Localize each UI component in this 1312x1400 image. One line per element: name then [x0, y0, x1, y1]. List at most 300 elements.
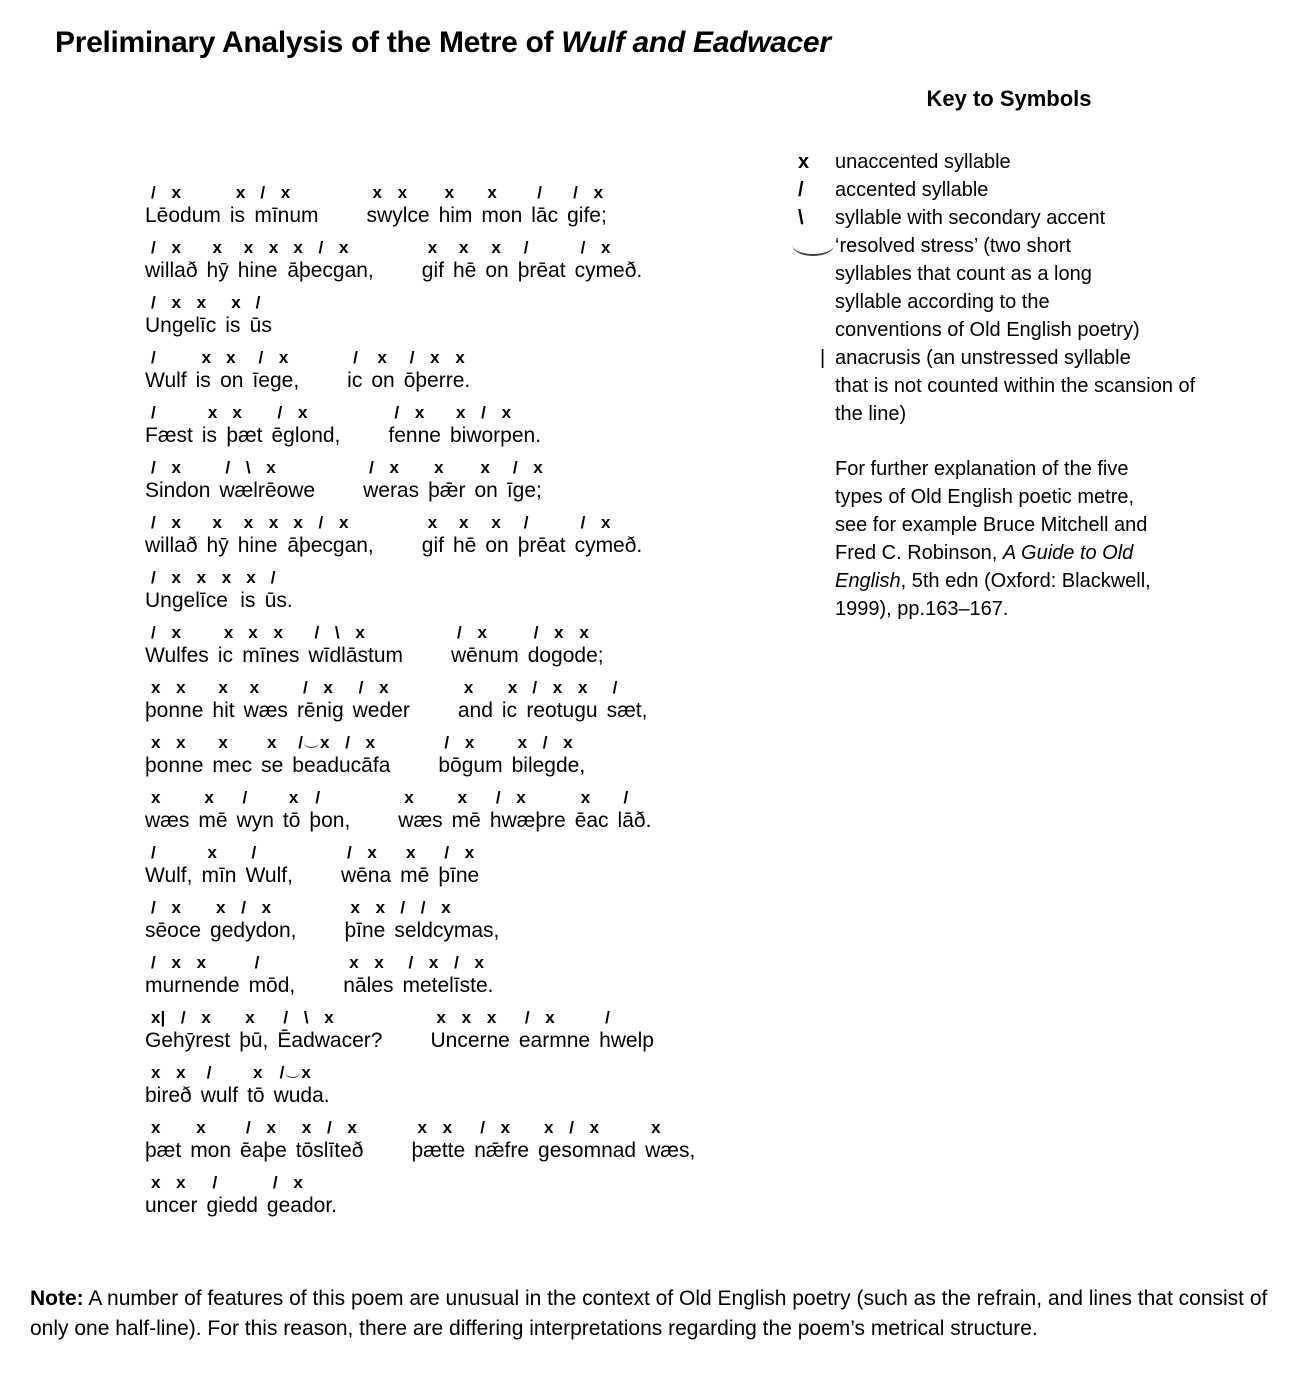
poem-word-text: tō	[247, 1084, 265, 1107]
poem-word-text: is	[195, 369, 211, 392]
reference-italic-text: English	[835, 570, 901, 592]
scansion-marks: x	[267, 733, 277, 752]
b-verse	[344, 898, 499, 944]
poem-word	[481, 183, 522, 229]
scansion-marks: x	[458, 513, 469, 532]
scansion-marks: x x	[349, 953, 384, 972]
poem-line	[145, 458, 695, 504]
scansion-symbol: x	[798, 151, 810, 173]
reference-text: For further explanation of the five	[835, 458, 1129, 480]
a-verse	[145, 1008, 382, 1054]
poem-word-text: mōd,	[248, 974, 296, 997]
poem-word	[242, 623, 299, 669]
poem-word	[210, 898, 296, 944]
poem-word-text: seldcymas,	[394, 919, 500, 942]
b-verse	[388, 403, 541, 449]
poem-word-text: on	[371, 369, 395, 392]
poem-word-text: dogode;	[527, 644, 604, 667]
b-verse	[367, 183, 607, 229]
scansion-marks: / x	[258, 348, 289, 367]
poem-word	[274, 1063, 330, 1109]
poem-word-text: ēaþe	[240, 1139, 287, 1162]
poem-word-text: wæs	[398, 809, 443, 832]
poem-word	[207, 1173, 258, 1219]
poem-word	[296, 1118, 364, 1164]
poem-word-text: wīdlāstum	[308, 644, 403, 667]
scansion-marks: / x / x	[298, 733, 376, 752]
poem-word-text: sēoce	[145, 919, 202, 942]
poem-word-text: giedd	[206, 1194, 258, 1217]
poem-word	[308, 623, 403, 669]
poem-word	[145, 898, 201, 944]
scansion-marks: / x	[495, 788, 526, 807]
poem-word-text: cymeð.	[574, 259, 643, 282]
poem-word-text: Wulf,	[145, 864, 193, 887]
scansion-marks: x	[218, 733, 228, 752]
poem-line	[145, 623, 695, 669]
b-verse	[430, 1008, 653, 1054]
key-item-text	[835, 148, 1280, 176]
footnote-text: A number of features of this poem are unusual in the context of Old English poetry (such as the refrain, and lines that consist of only one half-line). For this reason, there are differing interpretations regarding the poem’s metrical structure.	[30, 1287, 1268, 1340]
poem-word	[292, 733, 390, 779]
scansion-marks: /	[206, 1063, 212, 1082]
scansion-marks: x	[218, 678, 228, 697]
scansion-marks: x	[151, 788, 161, 807]
scansion-marks: / x	[573, 183, 604, 202]
b-verse	[458, 678, 648, 724]
scansion-marks: /	[612, 678, 618, 697]
poem-line	[145, 1063, 695, 1109]
poem-word-text: Ēadwacer?	[277, 1029, 383, 1052]
poem-word-text: mon	[190, 1139, 232, 1162]
key-item-text	[835, 204, 1280, 232]
poem-word	[451, 623, 519, 669]
scansion-marks: / x	[277, 403, 308, 422]
poem-word	[219, 458, 315, 504]
scansion-marks: / x	[302, 678, 333, 697]
scansion-marks: x x	[350, 898, 386, 917]
scansion-marks: / x	[151, 238, 181, 257]
poem-word	[404, 348, 471, 394]
poem-word	[245, 843, 292, 889]
poem-word	[402, 953, 493, 999]
key-item	[798, 232, 1280, 344]
poem-word-text: sæt,	[606, 699, 648, 722]
footnote	[30, 1284, 1288, 1344]
poem-word	[343, 953, 393, 999]
scansion-marks: x	[201, 348, 212, 367]
scansion-marks: x	[404, 788, 414, 807]
scansion-marks: x / x	[216, 898, 272, 917]
reference-text: see for example Bruce Mitchell and	[835, 514, 1148, 536]
poem-word-text: hē	[452, 534, 477, 557]
poem-word	[272, 403, 341, 449]
scansion-symbol: /	[798, 179, 804, 201]
poem-word-text: wælrēowe	[219, 479, 316, 502]
poem-word	[394, 898, 499, 944]
a-verse	[145, 513, 374, 559]
a-verse	[145, 238, 374, 284]
poem-word-text: mē	[400, 864, 430, 887]
scansion-marks: / x x	[533, 623, 589, 642]
scansion-marks: / x x	[532, 678, 588, 697]
poem-word	[220, 348, 243, 394]
poem-line	[145, 293, 695, 339]
scansion-marks: / x / x	[408, 953, 484, 972]
poem-word-text: reotugu	[526, 699, 598, 722]
poem-word	[575, 238, 643, 284]
poem-word-text: þrēat	[517, 534, 566, 557]
poem-line	[145, 183, 695, 229]
scansion-marks: x x	[151, 1173, 186, 1192]
a-verse	[145, 348, 299, 394]
scansion-marks: / x	[279, 1063, 311, 1082]
a-verse	[145, 733, 390, 779]
scansion-marks: x	[487, 183, 497, 202]
reference-text: , 5th edn (Oxford: Blackwell,	[900, 570, 1151, 592]
poem-word-text: geador.	[266, 1194, 337, 1217]
poem-word	[400, 843, 429, 889]
poem-word	[238, 513, 279, 559]
poem-word-text: se	[261, 754, 284, 777]
poem-word	[519, 1008, 590, 1054]
poem-word	[353, 678, 410, 724]
poem-word-text: þon,	[309, 809, 351, 832]
poem-word	[502, 678, 517, 724]
poem-word-text: on	[485, 534, 509, 557]
scansion-marks: /	[623, 788, 629, 807]
poem-word	[267, 1173, 337, 1219]
scansion-marks: x	[444, 183, 455, 202]
poem-word	[212, 678, 234, 724]
poem-word	[453, 238, 476, 284]
scansion-marks: x x	[243, 238, 279, 257]
poem-word-text: rēnig	[296, 699, 344, 722]
scansion-marks: / x	[346, 843, 377, 862]
key-item-text	[835, 232, 1280, 344]
scansion-marks: /	[353, 348, 358, 367]
poem-word-text: murnende	[145, 974, 240, 997]
scansion-marks: x	[207, 403, 218, 422]
poem-word	[341, 843, 391, 889]
scansion-marks: x x	[248, 623, 283, 642]
poem-word-text: Wulfes	[145, 644, 209, 667]
poem-word-text: hȳ	[206, 534, 229, 557]
scansion-marks: x	[457, 788, 468, 807]
poem-word-text: on	[485, 259, 509, 282]
scansion-marks: x / x	[293, 513, 349, 532]
scansion-marks: / \ x	[225, 458, 276, 477]
poem-word-text: wulf	[200, 1084, 239, 1107]
key-item	[798, 176, 1280, 204]
scansion-marks: x / x	[544, 1118, 600, 1137]
poem-word	[367, 183, 430, 229]
poem-word	[145, 1118, 181, 1164]
poem-word	[388, 403, 441, 449]
poem-word	[145, 293, 216, 339]
poem-word	[249, 953, 296, 999]
poem-word-text: mec	[212, 754, 253, 777]
poem-word-text: is	[240, 589, 256, 612]
poem-word-text: tōslīteð	[295, 1139, 364, 1162]
scansion-marks: /	[537, 183, 542, 202]
poem-word	[422, 513, 444, 559]
scansion-marks: /	[523, 513, 529, 532]
title-text: Preliminary Analysis of the Metre of	[55, 26, 562, 59]
key-header: Key to Symbols	[926, 86, 1092, 111]
scansion-marks: x	[212, 238, 222, 257]
scansion-marks: / x	[480, 1118, 511, 1137]
poem-word	[344, 898, 385, 944]
scansion-marks: x	[427, 513, 438, 532]
b-verse	[343, 953, 493, 999]
scansion-marks: / x	[580, 238, 611, 257]
scansion-marks: x	[458, 238, 469, 257]
poem-word-text: ōþerre.	[403, 369, 471, 392]
key-item	[798, 148, 1280, 176]
poem-word	[145, 678, 203, 724]
poem-word-text: wēna	[340, 864, 392, 887]
poem-word-text: is	[225, 314, 241, 337]
poem-word	[567, 183, 607, 229]
scansion-marks: x / x	[301, 1118, 357, 1137]
poem-word	[207, 513, 229, 559]
scansion-marks: x / x	[517, 733, 573, 752]
poem-word	[518, 513, 566, 559]
poem-word	[145, 1008, 230, 1054]
reference-line	[835, 483, 1280, 511]
scansion-marks: / x	[151, 898, 181, 917]
poem-word-text: mē	[451, 809, 481, 832]
poem-word	[450, 403, 541, 449]
poem-word-text: lāc	[531, 204, 559, 227]
scansion-marks: /	[605, 1008, 610, 1027]
poem-word-text: willað	[145, 259, 198, 282]
poem-word	[145, 1063, 192, 1109]
poem-word	[458, 678, 493, 724]
scansion-marks: / x x	[409, 348, 465, 367]
b-verse	[398, 788, 651, 834]
scansion-marks: /	[242, 788, 248, 807]
poem-word-text: Ungelīce	[145, 589, 228, 612]
scansion-marks: / x x	[151, 293, 207, 312]
scansion-marks: /	[254, 953, 260, 972]
poem-line	[145, 733, 695, 779]
poem-word-text: þonne	[145, 699, 204, 722]
poem-word	[287, 513, 373, 559]
key-item-text-line: that is not counted within the scansion of	[835, 375, 1196, 397]
a-verse	[145, 1173, 337, 1219]
title-italic-text: Wulf and Eadwacer	[561, 26, 831, 59]
poem-word-text: þæt	[145, 1139, 182, 1162]
poem-word	[645, 1118, 695, 1164]
scansion-marks: x	[204, 788, 214, 807]
scansion-marks: x	[507, 678, 518, 697]
poem-word-text: ūs	[249, 314, 272, 337]
poem-word	[201, 843, 236, 889]
poem-word-text: hȳ	[206, 259, 229, 282]
poem-word	[474, 458, 497, 504]
poem-word-text: Fæst	[145, 424, 193, 447]
scansion-marks: x / x	[455, 403, 512, 422]
scansion-marks: x	[207, 843, 217, 862]
scansion-marks: x	[231, 293, 241, 312]
resolved-stress-tie-icon	[285, 1071, 300, 1078]
poem-word-text: bireð	[145, 1084, 192, 1107]
scansion-marks: / x	[151, 458, 181, 477]
poem-word	[218, 623, 233, 669]
key-item-text	[835, 344, 1280, 428]
poem-word	[240, 568, 255, 614]
scansion-marks: / x	[444, 843, 475, 862]
key-item-text-line: syllable with secondary accent	[835, 207, 1106, 229]
poem-word	[438, 843, 479, 889]
poem-word-text: þīne	[438, 864, 480, 887]
scansion-marks: /	[151, 403, 156, 422]
scansion-marks: x	[406, 843, 416, 862]
key-item-text-line: conventions of Old English poetry)	[835, 319, 1140, 341]
key-item-text-line: syllables that count as a long	[835, 263, 1092, 285]
scansion-marks: /	[255, 293, 261, 312]
scansion-marks: x| / x	[151, 1008, 211, 1027]
poem-word	[237, 788, 274, 834]
poem-word-text: þæt	[226, 424, 263, 447]
poem-word	[422, 238, 444, 284]
poem-line	[145, 1008, 695, 1054]
poem-word	[239, 1008, 268, 1054]
scansion-marks: / x x x	[151, 568, 232, 587]
poem-word	[277, 1008, 382, 1054]
poem-word-text: Sindon	[145, 479, 211, 502]
scansion-marks: x	[491, 238, 501, 257]
scansion-marks: x x	[151, 733, 186, 752]
poem-word	[428, 458, 465, 504]
poem-word	[145, 953, 240, 999]
reference-line	[835, 539, 1280, 567]
scansion-marks: x x	[151, 678, 186, 697]
resolved-stress-tie-icon	[798, 232, 835, 344]
poem-word-text: wæs	[243, 699, 288, 722]
scansion-marks: / x	[512, 458, 543, 477]
poem-line	[145, 898, 695, 944]
poem-word	[145, 1173, 198, 1219]
key-item-text-line: syllable according to the	[835, 291, 1050, 313]
poem-word-text: bōgum	[438, 754, 503, 777]
poem-line	[145, 348, 695, 394]
poem-word	[512, 733, 586, 779]
poem-word	[363, 458, 419, 504]
poem-word	[599, 1008, 654, 1054]
poem-word	[145, 843, 192, 889]
poem-scansion-block	[145, 183, 695, 1228]
scansion-marks: x	[212, 513, 222, 532]
scansion-marks: /	[151, 843, 156, 862]
reference-text: Fred C. Robinson,	[835, 542, 1003, 564]
poem-word-text: mīnum	[254, 204, 319, 227]
scansion-marks: x	[246, 568, 256, 587]
poem-word-text: hine	[237, 534, 278, 557]
scansion-marks: x	[480, 458, 490, 477]
a-verse	[145, 1063, 330, 1109]
scansion-marks: / x	[246, 1118, 276, 1137]
scansion-marks: / x	[580, 513, 611, 532]
poem-word-text: wæs	[145, 809, 190, 832]
poem-word-text: wēnum	[451, 644, 519, 667]
poem-word	[247, 1063, 265, 1109]
poem-word-text: is	[201, 424, 218, 447]
a-verse	[145, 458, 315, 504]
scansion-marks: / \ x	[283, 1008, 334, 1027]
scansion-marks: x / x	[293, 238, 349, 257]
poem-word-text: weras	[363, 479, 420, 502]
poem-word-text: mon	[481, 204, 523, 227]
reference-text: 1999), pp.163–167.	[835, 598, 1009, 620]
poem-word-text: hē	[452, 259, 477, 282]
poem-word	[453, 513, 476, 559]
a-verse	[145, 403, 340, 449]
poem-word-text: þǣr	[428, 479, 466, 502]
a-verse	[145, 788, 350, 834]
scansion-marks: /	[270, 568, 276, 587]
poem-word	[196, 348, 211, 394]
scansion-marks: / x x	[151, 953, 207, 972]
scansion-marks: x x	[417, 1118, 453, 1137]
poem-word-text: ic	[501, 699, 518, 722]
scansion-marks: x	[253, 1063, 263, 1082]
b-verse	[347, 348, 470, 394]
poem-word-text: gesomnad	[538, 1139, 637, 1162]
poem-word	[226, 403, 262, 449]
scansion-marks: /	[151, 348, 156, 367]
poem-word-text: nǣfre	[474, 1139, 530, 1162]
poem-word-text: hwæþre	[489, 809, 566, 832]
poem-word-text: Wulf	[145, 369, 187, 392]
reference-line	[835, 567, 1280, 595]
poem-word-text: ic	[217, 644, 233, 667]
scansion-marks: / x	[151, 623, 181, 642]
poem-word-text: and	[457, 699, 493, 722]
poem-word	[438, 733, 502, 779]
key-to-symbols-panel	[798, 86, 1280, 623]
poem-word	[250, 293, 272, 339]
scansion-marks: / / x	[400, 898, 451, 917]
poem-word	[607, 678, 648, 724]
poem-word-text: Ungelīc	[145, 314, 217, 337]
poem-line	[145, 1173, 695, 1219]
scansion-marks: x x x	[436, 1008, 497, 1027]
poem-word-text: hit	[212, 699, 235, 722]
reference-italic-text: A Guide to Old	[1002, 542, 1134, 564]
anacrusis-bar-icon: |	[820, 347, 826, 369]
b-verse	[451, 623, 604, 669]
poem-word-text: nāles	[343, 974, 394, 997]
poem-line	[145, 843, 695, 889]
poem-word	[439, 183, 473, 229]
poem-word-text: mīn	[201, 864, 237, 887]
poem-line	[145, 568, 695, 614]
scansion-marks: x	[226, 348, 236, 367]
poem-word-text: gedydon,	[210, 919, 297, 942]
poem-word-text: beaducāfa	[292, 754, 391, 777]
poem-word	[145, 788, 189, 834]
footnote-label: Note:	[30, 1287, 84, 1310]
poem-word-text: lāð.	[617, 809, 652, 832]
key-item-text-line: anacrusis (an unstressed syllable	[835, 347, 1131, 369]
resolved-stress-tie-icon	[792, 243, 834, 256]
poem-word	[526, 678, 597, 724]
b-verse	[411, 1118, 695, 1164]
poem-word	[201, 1063, 238, 1109]
